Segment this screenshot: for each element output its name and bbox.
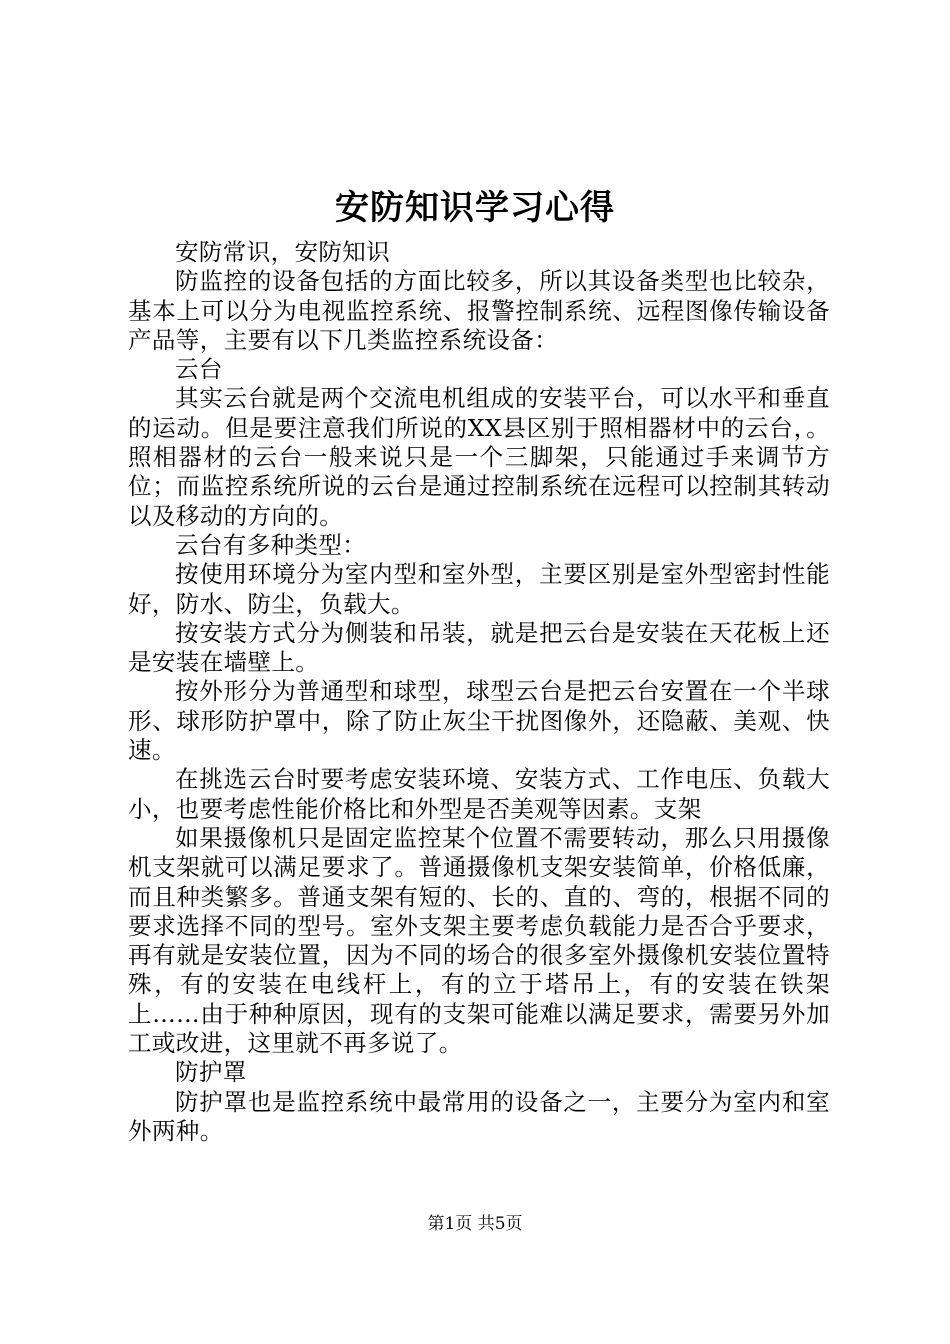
paragraph-intro: 防监控的设备包括的方面比较多，所以其设备类型也比较杂，基本上可以分为电视监控系统、报警控制系统、远程图像传输设备产品等，主要有以下几类监控系统设备： [128,267,830,354]
paragraph-shape-type: 按外形分为普通型和球型，球型云台是把云台安置在一个半球形、球形防护罩中，除了防止灰尘干扰图像外，还隐蔽、美观、快速。 [128,677,830,765]
section-heading-housing: 防护罩 [175,1058,247,1087]
paragraph-mount-type: 按安装方式分为侧装和吊装，就是把云台是安装在天花板上还是安装在墙壁上。 [128,618,830,677]
paragraph-pan-tilt-types: 云台有多种类型： [175,530,367,559]
document-title: 安防知识学习心得 [335,188,615,228]
paragraph-selection: 在挑选云台时要考虑安装环境、安装方式、工作电压、负载大小，也要考虑性能价格比和外型是否美观等因素。支架 [128,765,830,823]
paragraph-environment-type: 按使用环境分为室内型和室外型，主要区别是室外型密封性能好，防水、防尘，负载大。 [128,560,830,618]
paragraph-housing: 防护罩也是监控系统中最常用的设备之一，主要分为室内和室外两种。 [128,1087,830,1145]
paragraph-bracket: 如果摄像机只是固定监控某个位置不需要转动，那么只用摄像机支架就可以满足要求了。普通摄像机支架安装简单，价格低廉，而且种类繁多。普通支架有短的、长的、直的、弯的，根据不同的要求选择不同的型号。室外支架主要考虑负载能力是否合乎要求，再有就是安装位置，因为不同的场合的很多室外摄像机安装位置特殊，有的安装在电线杆上，有的立于塔吊上，有的安装在铁架上……由于种种原因，现有的支架可能难以满足要求，需要另外加工或改进，这里就不再多说了。 [128,823,830,1058]
paragraph-pan-tilt: 其实云台就是两个交流电机组成的安装平台，可以水平和垂直的运动。但是要注意我们所说的XX县区别于照相器材中的云台，。照相器材的云台一般来说只是一个三脚架，只能通过手来调节方位；而监控系统所说的云台是通过控制系统在远程可以控制其转动以及移动的方向的。 [128,384,830,530]
section-heading-pan-tilt: 云台 [175,355,223,384]
page-footer: 第1页 共5页 [427,1214,523,1234]
paragraph-keywords: 安防常识，安防知识 [175,238,391,266]
document-body [128,238,830,1146]
